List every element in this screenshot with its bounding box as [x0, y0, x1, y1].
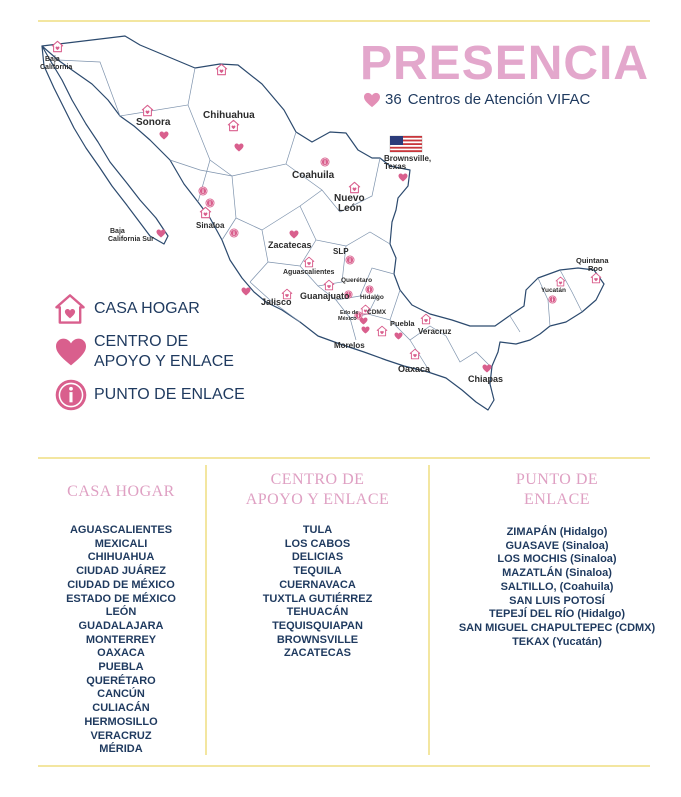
list-item: PUEBLA — [98, 661, 144, 674]
label-hidalgo: Hidalgo — [360, 294, 384, 301]
label-oaxaca: Oaxaca — [398, 364, 431, 374]
column-divider-2 — [428, 465, 430, 755]
label-puebla: Puebla — [390, 319, 415, 328]
column-punto-title-1: PUNTO DE — [515, 471, 599, 488]
list-item: TULA — [302, 524, 333, 536]
label-sonora: Sonora — [136, 117, 171, 128]
label-nuevo-leon-2: León — [338, 203, 362, 214]
list-item: MÉRIDA — [99, 743, 143, 756]
label-baja-california-2: California — [40, 64, 73, 71]
list-item: TEHUACÁN — [286, 606, 349, 619]
punto-list — [433, 526, 681, 649]
list-item: MAZATLÁN (Sinaloa) — [502, 567, 612, 580]
list-item: LOS MOCHIS (Sinaloa) — [497, 553, 617, 566]
list-item: SAN MIGUEL CHAPULTEPEC (CDMX) — [458, 621, 656, 634]
casa-hogar-list — [38, 524, 204, 757]
info-icon — [321, 158, 330, 167]
info-icon — [365, 285, 373, 293]
heart-icon — [363, 92, 381, 108]
list-item: ESTADO DE MÉXICO — [66, 592, 176, 605]
heart-icon — [242, 288, 251, 296]
list-item: MONTERREY — [85, 633, 157, 646]
legend-casa-hogar-label: CASA HOGAR — [94, 300, 200, 317]
list-item: VERACRUZ — [90, 729, 152, 742]
label-quintana-roo-2: Roo — [588, 264, 603, 273]
column-centro — [210, 470, 425, 661]
info-icon — [54, 378, 88, 412]
label-guanajuato: Guanajuato — [300, 291, 350, 301]
label-veracruz: Veracruz — [418, 327, 452, 336]
label-aguascalientes: Aguascalientes — [283, 269, 335, 276]
label-edo-mexico-2: México — [338, 316, 357, 322]
column-centro-title-2: APOYO Y ENLACE — [245, 491, 390, 508]
label-brownsville-2: Texas — [384, 162, 407, 171]
us-flag-icon — [390, 136, 422, 152]
column-casa-hogar — [38, 470, 204, 757]
list-item: ZIMAPÁN (Hidalgo) — [506, 526, 608, 538]
list-item: CHIHUAHUA — [87, 551, 155, 564]
list-item: TUXTLA GUTIÉRREZ — [262, 592, 373, 605]
info-icon — [199, 187, 208, 196]
legend-centro-line1: CENTRO DE — [94, 333, 189, 350]
legend-punto-label: PUNTO DE ENLACE — [94, 386, 245, 403]
label-chihuahua: Chihuahua — [203, 110, 255, 121]
list-item: ZACATECAS — [283, 647, 351, 660]
list-item: DELICIAS — [291, 551, 344, 564]
label-brownsville: Brownsville, — [384, 154, 432, 163]
label-yucatan: Yucatán — [541, 287, 566, 294]
legend-punto — [54, 378, 245, 412]
list-item: CANCÚN — [97, 688, 145, 701]
label-jalisco: Jalisco — [261, 297, 292, 307]
info-icon — [206, 199, 215, 208]
centers-label: Centros de Atención VIFAC — [407, 91, 591, 108]
list-item: TEQUILA — [293, 565, 342, 578]
list-item: GUADALAJARA — [78, 619, 164, 632]
label-coahuila: Coahuila — [292, 170, 335, 181]
column-casa-hogar-title: CASA HOGAR — [67, 483, 175, 500]
centro-list — [210, 524, 425, 661]
info-icon — [346, 256, 355, 265]
label-quintana-roo: Quintana — [576, 256, 609, 265]
legend-centro — [54, 332, 234, 372]
middle-rule — [38, 457, 650, 459]
list-item: GUASAVE (Sinaloa) — [505, 539, 609, 552]
house-icon — [52, 41, 62, 51]
column-centro-title-1: CENTRO DE — [270, 471, 365, 488]
label-chiapas: Chiapas — [468, 374, 504, 384]
list-item: SAN LUIS POTOSÍ — [509, 594, 605, 607]
list-item: TEPEJÍ DEL RÍO (Hidalgo) — [488, 608, 626, 621]
bottom-rule — [38, 765, 650, 767]
legend-centro-label — [94, 332, 234, 372]
label-baja-california: Baja — [45, 56, 60, 63]
label-cdmx: CDMX — [367, 309, 387, 316]
column-divider-1 — [205, 465, 207, 755]
column-punto-title-2: ENLACE — [523, 491, 591, 508]
label-baja-california-sur-2: California Sur — [108, 236, 154, 243]
list-item: BROWNSVILLE — [276, 633, 359, 646]
list-item: OAXACA — [97, 647, 145, 660]
list-item: CIUDAD JUÁREZ — [76, 565, 166, 578]
list-item: CUERNAVACA — [279, 578, 356, 591]
column-punto — [433, 470, 681, 649]
list-item: AGUASCALIENTES — [69, 524, 173, 536]
label-baja-california-sur: Baja — [110, 228, 125, 235]
list-item: SALTILLO, (Coahuila) — [500, 580, 614, 593]
info-icon — [548, 295, 556, 303]
list-item: QUERÉTARO — [86, 674, 156, 687]
label-slp: SLP — [333, 247, 349, 256]
info-icon — [230, 229, 239, 238]
legend-centro-line2: APOYO Y ENLACE — [94, 353, 234, 370]
list-item: CIUDAD DE MÉXICO — [67, 578, 175, 591]
heart-icon — [54, 337, 88, 367]
legend-casa-hogar — [52, 292, 200, 326]
list-item: HERMOSILLO — [84, 715, 158, 728]
centers-count: 36 — [385, 91, 402, 108]
label-edo-mexico: Edo de — [340, 310, 359, 316]
label-morelos: Morelos — [334, 341, 365, 350]
list-item: TEQUISQUIAPAN — [272, 619, 363, 632]
list-item: TEKAX (Yucatán) — [512, 635, 602, 648]
list-item: LOS CABOS — [284, 537, 351, 550]
list-item: CULIACÁN — [92, 702, 150, 715]
label-nuevo-leon: Nuevo — [334, 193, 365, 204]
label-sinaloa: Sinaloa — [196, 221, 225, 230]
list-item: LEÓN — [105, 606, 137, 619]
list-item: MEXICALI — [94, 537, 148, 550]
label-queretaro: Querétaro — [341, 277, 373, 284]
page-subtitle — [363, 91, 590, 108]
label-zacatecas: Zacatecas — [268, 240, 312, 250]
page-title: PRESENCIA — [360, 37, 650, 90]
house-icon — [52, 292, 88, 326]
